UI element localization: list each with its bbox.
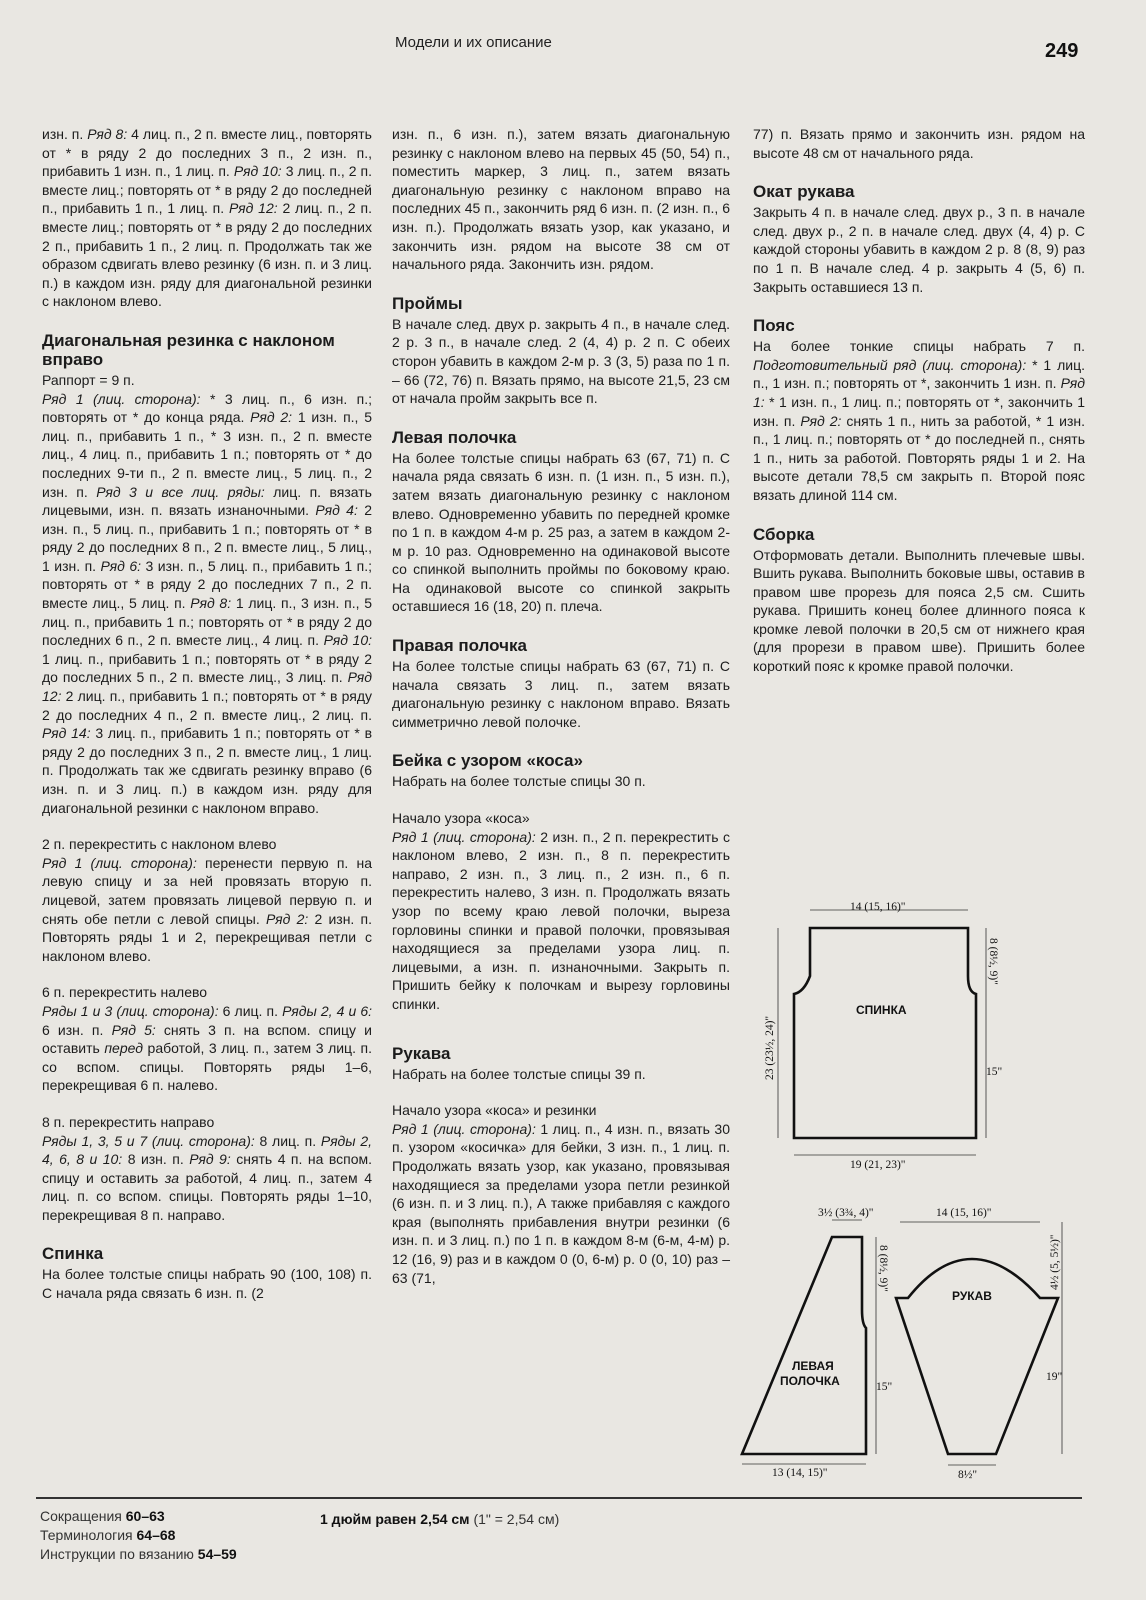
front-armhole-depth: 8 (8½, 9)" <box>877 1245 889 1292</box>
paragraph: Набрать на более толстые спицы 39 п. <box>392 1065 646 1082</box>
inch-conversion-note: 1 дюйм равен 2,54 см (1" = 2,54 см) <box>320 1511 560 1527</box>
paragraph: 8 п. перекрестить направо Ряды 1, 3, 5 и 7 (лиц. сторона): 8 лиц. п. Ряды 2, 4, 6, 8 и 10: 8 изн. п. Ряд 9: снять 4 п. на вспом. спицу и оставить за работой, 4 лиц. п., затем 4 лиц. п. со вспом. спицы. Повторять ряды 1–10, перекрещивая 8 п. направо. <box>42 1113 373 1223</box>
column-2 <box>392 125 730 1287</box>
section-heading: Бейка с узором «коса» <box>392 751 583 771</box>
sleeve-cuff-width: 8½" <box>958 1469 978 1480</box>
back-label: СПИНКА <box>856 1003 907 1017</box>
paragraph: 2 п. перекрестить с наклоном влево Ряд 1 (лиц. сторона): перенести первую п. на левую спицу и за ней провязать вторую п. лицевой, затем провязать лицевой первую п. и снять обе петли с левой спицы. Ряд 2: 2 изн. п. Повторять ряды 1 и 2, перекрещивая петли с наклоном влево. <box>42 836 373 964</box>
paragraph: На более тонкие спицы набрать 7 п. Подготовительный ряд (лиц. сторона): * 1 лиц. п., 1 изн. п.; повторять от *, закончить 1 изн. п. Ряд 1: * 1 изн. п., 1 лиц. п.; повторять от *, закончить 1 изн. п. Ряд 2: снять 1 п., нить за работой, * 1 изн. п., 1 лиц. п.; повторять от * до последней п., снять 1 п., нить за работой. Повторять ряды 1 и 2. На высоте детали 78,5 см закрыть п. Второй пояс вязать длиной 114 см. <box>753 338 1085 503</box>
section-heading: Левая полочка <box>392 427 517 447</box>
back-schematic <box>794 928 976 1138</box>
sleeve-length: 19" <box>1046 1371 1063 1383</box>
back-bottom-width: 19 (21, 23)" <box>850 1159 906 1171</box>
section-heading: Правая полочка <box>392 636 527 656</box>
footer-rule <box>36 1497 1082 1499</box>
paragraph: 6 п. перекрестить налево Ряды 1 и 3 (лиц. сторона): 6 лиц. п. Ряды 2, 4 и 6: 6 изн. п. Ряд 5: снять 3 п. на вспом. спицу и оставить перед работой, 3 лиц. п., затем 3 лиц. п. со вспом. спицы. Повторять ряды 1–6, перекрещивая 6 п. налево. <box>42 984 372 1094</box>
back-top-width: 14 (15, 16)" <box>850 901 906 913</box>
rapport-note: Раппорт = 9 п. <box>42 371 135 388</box>
paragraph: Начало узора «коса» Ряд 1 (лиц. сторона): 2 изн. п., 2 п. перекрестить с наклоном влево, 2 изн. п., 8 п. перекрестить направо, 2 изн. п., 3 лиц. п., 2 изн. п., 6 п. перекрестить налево, 3 изн. п. Продолжать вязать узор по всему краю левой полочки, выреза горловины спинки и правой полочки, провязывая находящиеся за пределами узора лиц. п. лицевыми, а изн. п. изнаночными. Закрыть п. Пришить бейку к полочкам и вырезу горловины спинки. <box>392 810 730 1012</box>
paragraph: Начало узора «коса» и резинки Ряд 1 (лиц. сторона): 1 лиц. п., 4 изн. п., вязать 30 п. узором «косичка» для бейки, 3 изн. п., 1 лиц. п. Продолжать вязать узор, как указано, провязывая находящиеся за пределами узора петли резинкой (6 изн. п. и 3 лиц. п.), А также прибавляя с каждого края (выполнять прибавления внутри резинки (6 изн. п. и 3 лиц. п.) по 1 п. в каждом 8-м (6-м, 4-м) р. 12 (16, 9) раз и в каждом 0 (0, 6-м) р. 0 (0, 10) раз – 63 (71, <box>392 1102 730 1286</box>
front-label-line1: ЛЕВАЯ <box>792 1359 834 1373</box>
back-side-length: 15" <box>986 1066 1003 1078</box>
paragraph: 77) п. Вязать прямо и закончить изн. рядом на высоте 48 см от начального ряда. <box>753 126 1085 161</box>
paragraph: изн. п. Ряд 8: 4 лиц. п., 2 п. вместе лиц., повторять от * в ряду 2 до последних 3 п., 2 изн. п., прибавить 1 изн. п., 1 лиц. п. Ряд 10: 3 лиц. п., 2 п. вместе лиц.; повторять от * в ряду 2 до последней п., прибавить 1 п., 1 лиц. п. Ряд 12: 2 лиц. п., 2 п. вместе лиц.; повторять от * в ряду 2 до последних 2 п., прибавить 1 п., 2 лиц. п. Продолжать так же образом сдвигать влево резинку (6 изн. п. и 3 лиц. п.) в каждом изн. ряду для диагональной резинки с наклоном влево. <box>42 126 373 310</box>
back-total-height: 23 (23½, 24)" <box>764 1015 776 1080</box>
schematic-diagrams <box>740 880 1110 1480</box>
section-heading: Диагональная резинка с наклоном вправо <box>42 330 335 369</box>
column-3 <box>753 125 1085 676</box>
front-side-length: 15" <box>876 1381 893 1393</box>
paragraph: В начале след. двух р. закрыть 4 п., в начале след. 2 р. 3 п., в начале след. 2 (4, 4) р. 2 п. С обеих сторон убавить в каждом 2-м р. 3 (3, 5) раза по 1 п. – 66 (72, 76) п. Вязать прямо, на высоте 21,5, 23 см от начала пройм закрыть все п. <box>392 315 730 407</box>
paragraph: На более толстые спицы набрать 63 (67, 71) п. С начала связать 3 лиц. п., затем вязать диагональную резинку с наклоном вправо. Вязать симметрично левой полочке. <box>392 658 730 730</box>
paragraph: На более толстые спицы набрать 90 (100, 108) п. С начала ряда связать 6 изн. п. (2 <box>42 1266 372 1302</box>
section-heading: Сборка <box>753 524 815 544</box>
footer-line: Инструкции по вязанию 54–59 <box>40 1546 237 1562</box>
sleeve-top-width: 14 (15, 16)" <box>936 1207 992 1219</box>
section-heading: Рукава <box>392 1043 451 1063</box>
footer-line: Сокращения 60–63 <box>40 1508 165 1524</box>
column-1 <box>42 125 372 1303</box>
paragraph: На более толстые спицы набрать 63 (67, 71) п. С начала ряда связать 6 изн. п. (1 изн. п., 5 изн. п.), затем вязать диагональную резинку с наклоном влево. Одновременно убавить по передней кромке по 1 п. в каждом 4-м р. 25 раз, а затем в каждом 2-м р. 10 раз. Одновременно на одинаковой высоте со спинкой выполнить проймы по боковому краю. На одинаковой высоте со спинкой закрыть оставшиеся 16 (18, 20) п. плеча. <box>392 449 730 615</box>
running-title: Модели и их описание <box>395 34 552 51</box>
sleeve-cap-height: 4½ (5, 5½)" <box>1049 1234 1061 1290</box>
left-front-schematic <box>742 1237 866 1454</box>
section-heading: Спинка <box>42 1244 104 1264</box>
front-shoulder-width: 3½ (3¾, 4)" <box>818 1207 874 1219</box>
front-dimension-lines <box>742 1220 876 1464</box>
section-heading: Проймы <box>392 293 463 313</box>
back-armhole-depth: 8 (8½, 9)" <box>987 938 999 985</box>
paragraph: Ряд 1 (лиц. сторона): * 3 лиц. п., 6 изн. п.; повторять от * до конца ряда. Ряд 2: 1 изн. п., 5 лиц. п., прибавить 1 п., * 3 изн. п., 2 п. вместе лиц., 4 лиц. п., прибавить 1 п.; повторять от * до последних 9-ти п., 2 п. вместе лиц., 5 лиц. п., 2 изн. п. Ряд 3 и все лиц. ряды: лиц. п. вязать лицевыми, изн. п. вязать изнаночными. Ряд 4: 2 изн. п., 5 лиц. п., прибавить 1 п.; повторять от * в ряду 2 до последних 8 п., 2 п. вместе лиц., 5 лиц., 1 изн. п. Ряд 6: 3 изн. п., 5 лиц. п., прибавить 1 п.; повторять от * в ряду 2 до последних 7 п., 2 п. вместе лиц., 5 лиц. п. Ряд 8: 1 лиц. п., 3 изн. п., 5 лиц. п., прибавить 1 п.; повторять от * в ряду 2 до последних 6 п., 2 п. вместе лиц., 4 лиц. п. Ряд 10: 1 лиц. п., прибавить 1 п.; повторять от * в ряду 2 до последних 5 п., 2 п. вместе лиц., 3 лиц. п. Ряд 12: 2 лиц. п., прибавить 1 п.; повторять от * в ряду 2 до последних 4 п., 2 п. вместе лиц., 2 лиц. п. Ряд 14: 3 лиц. п., прибавить 1 п.; повторять от * в ряду 2 до последних 3 п., 2 п. вместе лиц., 1 лиц. п. Продолжать так же сдвигать резинку вправо (6 изн. п. и 3 лиц. п.) в каждом изн. ряду для диагональной резинки с наклоном вправо. <box>42 390 373 816</box>
paragraph: изн. п., 6 изн. п.), затем вязать диагональную резинку с наклоном влево на первых 45 (50, 54) п., поместить маркер, 3 лиц. п., затем вязать диагональную резинку с наклоном вправо на последних 45 п., закончить ряд 6 изн. п. (2 изн. п., 6 изн. п.). Продолжать вязать узор, как указано, и закончить изн. рядом на высоте 38 см от начального ряда. Закончить изн. рядом. <box>392 126 730 273</box>
front-bottom-width: 13 (14, 15)" <box>772 1467 828 1479</box>
front-label-line2: ПОЛОЧКА <box>780 1374 840 1388</box>
schematic-svg <box>740 880 1110 1480</box>
section-heading: Окат рукава <box>753 182 855 202</box>
footer-references <box>40 1507 237 1564</box>
footer-line: Терминология 64–68 <box>40 1527 176 1543</box>
section-heading: Пояс <box>753 316 795 336</box>
paragraph: Закрыть 4 п. в начале след. двух р., 3 п. в начале след. двух р., 2 п. в начале след. двух (4, 4) р. С каждой стороны убавить в каждом 2 р. 8 (8, 9) раз по 1 п. В начале след. 4 р. закрыть 4 (5, 6) п. Закрыть оставшиеся 13 п. <box>753 204 1085 295</box>
sleeve-label: РУКАВ <box>952 1289 992 1303</box>
paragraph: Отформовать детали. Выполнить плечевые швы. Вшить рукава. Выполнить боковые швы, оставив в правом шве прорезь для пояса 2,5 см. Сшить рукава. Пришить конец более длинного пояса к кромке левой полочки в 20,5 см от нижнего края (для прорези в правом шве). Пришить более короткий пояс к кромке правой полочки. <box>753 546 1085 675</box>
page-number: 249 <box>1045 40 1079 62</box>
paragraph: Набрать на более толстые спицы 30 п. <box>392 773 646 790</box>
